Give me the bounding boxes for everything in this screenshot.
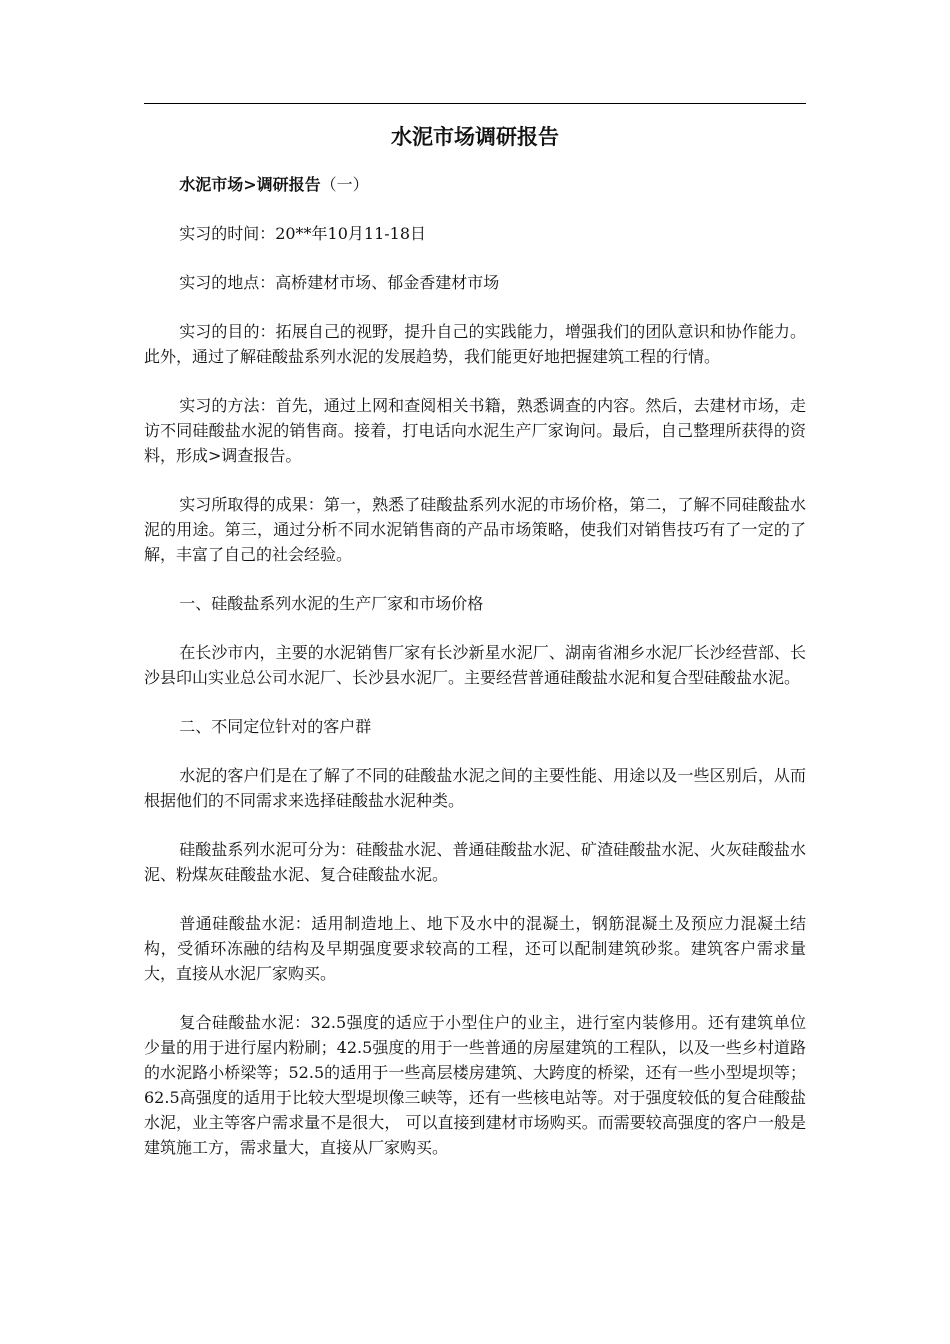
- paragraph-composite-cement: 复合硅酸盐水泥：32.5强度的适应于小型住户的业主，进行室内装修用。还有建筑单位少量的用于进行屋内粉刷；42.5强度的用于一些普通的房屋建筑的工程队，以及一些乡村道路的水泥路小桥梁等；52.5的适用于一些高层楼房建筑、大跨度的桥梁，还有一些小型堤坝等；62.5高强度的适用于比较大型堤坝像三峡等，还有一些核电站等。对于强度较低的复合硅酸盐水泥，业主等客户需求量不是很大， 可以直接到建材市场购买。而需要较高强度的客户一般是建筑施工方，需求量大，直接从厂家购买。: [144, 1013, 806, 1157]
- paragraph-ordinary-cement: 普通硅酸盐水泥：适用制造地上、地下及水中的混凝土，钢筋混凝土及预应力混凝土结构，受循环冻融的结构及早期强度要求较高的工程，还可以配制建筑砂浆。建筑客户需求量大，直接从水泥厂家购买。: [144, 914, 806, 983]
- header-rule: [144, 103, 806, 104]
- subtitle: [144, 172, 806, 197]
- paragraph-manufacturers: 在长沙市内，主要的水泥销售厂家有长沙新星水泥厂、湖南省湘乡水泥厂长沙经营部、长沙县印山实业总公司水泥厂、长沙县水泥厂。主要经营普通硅酸盐水泥和复合型硅酸盐水泥。: [144, 643, 806, 687]
- document-body: [144, 172, 806, 1184]
- paragraph-location: 实习的地点：高桥建材市场、郁金香建材市场: [179, 273, 500, 292]
- paragraph-cement-types: 硅酸盐系列水泥可分为：硅酸盐水泥、普通硅酸盐水泥、矿渣硅酸盐水泥、火灰硅酸盐水泥、粉煤灰硅酸盐水泥、复合硅酸盐水泥。: [144, 840, 806, 884]
- paragraph-customers: 水泥的客户们是在了解了不同的硅酸盐水泥之间的主要性能、用途以及一些区别后，从而根据他们的不同需求来选择硅酸盐水泥种类。: [144, 766, 806, 810]
- subtitle-bold: 水泥市场>调研报告: [179, 175, 321, 194]
- section-heading-1: 一、硅酸盐系列水泥的生产厂家和市场价格: [179, 594, 484, 613]
- section-heading-2: 二、不同定位针对的客户群: [179, 717, 372, 736]
- subtitle-suffix: （一）: [320, 175, 369, 194]
- paragraph-time: 实习的时间：20**年10月11-18日: [179, 224, 427, 243]
- paragraph-results: 实习所取得的成果：第一，熟悉了硅酸盐系列水泥的市场价格，第二，了解不同硅酸盐水泥的用途。第三，通过分析不同水泥销售商的产品市场策略，使我们对销售技巧有了一定的了解，丰富了自己的社会经验。: [144, 495, 806, 564]
- paragraph-purpose: 实习的目的：拓展自己的视野，提升自己的实践能力，增强我们的团队意识和协作能力。此外，通过了解硅酸盐系列水泥的发展趋势，我们能更好地把握建筑工程的行情。: [144, 322, 806, 366]
- paragraph-method: 实习的方法：首先，通过上网和查阅相关书籍，熟悉调查的内容。然后，去建材市场，走访不同硅酸盐水泥的销售商。接着，打电话向水泥生产厂家询问。最后，自己整理所获得的资料，形成>调查报告。: [144, 396, 806, 465]
- document-title: 水泥市场调研报告: [391, 124, 559, 149]
